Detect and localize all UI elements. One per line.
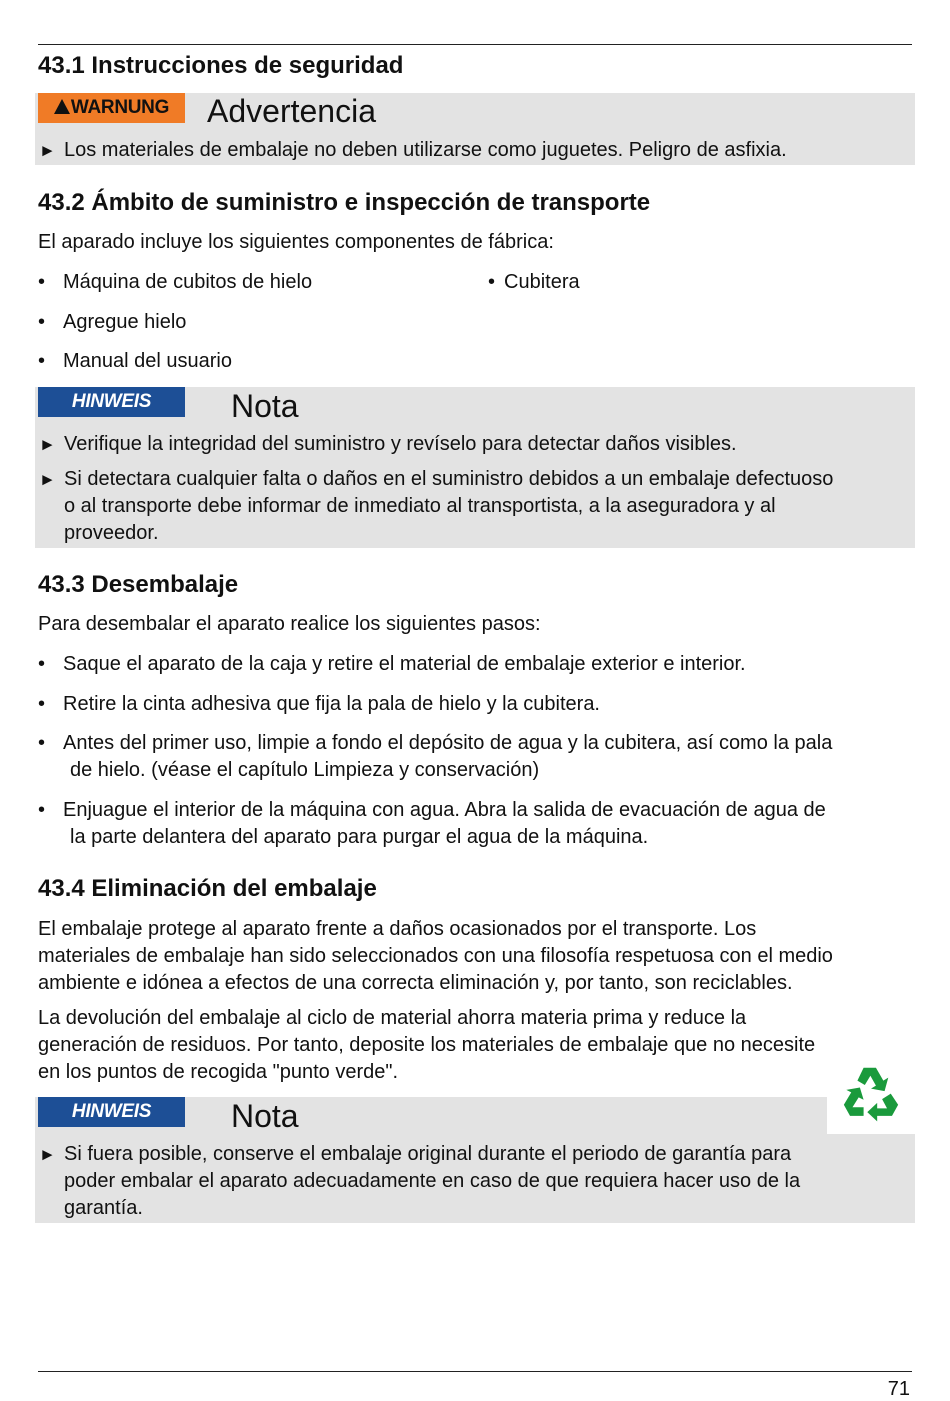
note-title: Nota (231, 388, 299, 424)
paragraph-line: La devolución del embalaje al ciclo de material ahorra materia prima y reduce la (38, 1007, 747, 1029)
warning-text: Los materiales de embalaje no deben utilizarse como juguetes. Peligro de asfixia. (64, 139, 787, 161)
list-item-continuation: de hielo. (véase el capítulo Limpieza y conservación) (70, 759, 540, 781)
note-text: proveedor. (64, 522, 159, 544)
bullet-icon: • (38, 350, 46, 372)
recycle-icon-container (827, 1058, 915, 1134)
bullet-icon: • (38, 653, 46, 675)
note-badge: HINWEIS (38, 387, 185, 417)
warning-badge-label: WARNUNG (70, 97, 170, 118)
note-badge: HINWEIS (38, 1097, 185, 1127)
paragraph-line: El embalaje protege al aparato frente a daños ocasionados por el transporte. Los (38, 918, 757, 940)
section-heading-43-1: 43.1 Instrucciones de seguridad (38, 52, 404, 79)
paragraph-line: generación de residuos. Por tanto, deposite los materiales de embalaje que no necesite (38, 1034, 816, 1056)
arrow-icon: ► (39, 435, 56, 454)
note-text: garantía. (64, 1197, 143, 1219)
page-number: 71 (887, 1378, 910, 1400)
bottom-rule (38, 1371, 912, 1372)
section-heading-43-3: 43.3 Desembalaje (38, 571, 239, 598)
arrow-icon: ► (39, 1145, 56, 1164)
list-item: Manual del usuario (63, 350, 232, 372)
bullet-icon: • (38, 732, 46, 754)
warning-box (35, 93, 915, 165)
warning-badge (38, 93, 185, 123)
list-item: Máquina de cubitos de hielo (63, 271, 313, 293)
bullet-icon: • (38, 799, 46, 821)
bullet-icon: • (38, 271, 46, 293)
list-item: Cubitera (504, 271, 580, 293)
list-item: Agregue hielo (63, 311, 187, 333)
note-box (35, 1097, 915, 1223)
bullet-icon: • (38, 693, 46, 715)
arrow-icon: ► (39, 470, 56, 489)
list-item: Antes del primer uso, limpie a fondo el depósito de agua y la cubitera, así como la pala (63, 732, 833, 754)
note-text: o al transporte debe informar de inmediato al transportista, a la aseguradora y al (64, 495, 776, 517)
warning-title: Advertencia (207, 93, 376, 129)
recycle-icon (840, 1064, 902, 1122)
note-text: poder embalar el aparato adecuadamente en caso de que requiera hacer uso de la (64, 1170, 801, 1192)
list-item: Enjuague el interior de la máquina con agua. Abra la salida de evacuación de agua de (63, 799, 826, 821)
section-heading-43-4: 43.4 Eliminación del embalaje (38, 875, 377, 902)
note-box (35, 387, 915, 548)
list-item: Saque el aparato de la caja y retire el material de embalaje exterior e interior. (63, 653, 746, 675)
top-rule (38, 44, 912, 45)
section-intro: El aparado incluye los siguientes componentes de fábrica: (38, 231, 554, 253)
bullet-icon: • (38, 311, 46, 333)
note-title: Nota (231, 1098, 299, 1134)
list-item: Retire la cinta adhesiva que fija la pala de hielo y la cubitera. (63, 693, 600, 715)
note-text: Si fuera posible, conserve el embalaje original durante el periodo de garantía para (64, 1143, 792, 1165)
paragraph-line: ambiente e idónea a efectos de una correcta eliminación y, por tanto, son reciclables. (38, 972, 793, 994)
section-intro: Para desembalar el aparato realice los siguientes pasos: (38, 613, 541, 635)
list-item-continuation: la parte delantera del aparato para purgar el agua de la máquina. (70, 826, 649, 848)
section-heading-43-2: 43.2 Ámbito de suministro e inspección de transporte (38, 189, 651, 216)
paragraph-line: en los puntos de recogida "punto verde". (38, 1061, 398, 1083)
note-text: Si detectara cualquier falta o daños en el suministro debidos a un embalaje defectuoso (64, 468, 834, 490)
arrow-icon: ► (39, 141, 56, 160)
bullet-icon: • (488, 271, 496, 293)
note-text: Verifique la integridad del suministro y revíselo para detectar daños visibles. (64, 433, 737, 455)
warning-triangle-icon (54, 99, 70, 114)
paragraph-line: materiales de embalaje han sido seleccionados con una filosofía respetuosa con el medio (38, 945, 833, 967)
